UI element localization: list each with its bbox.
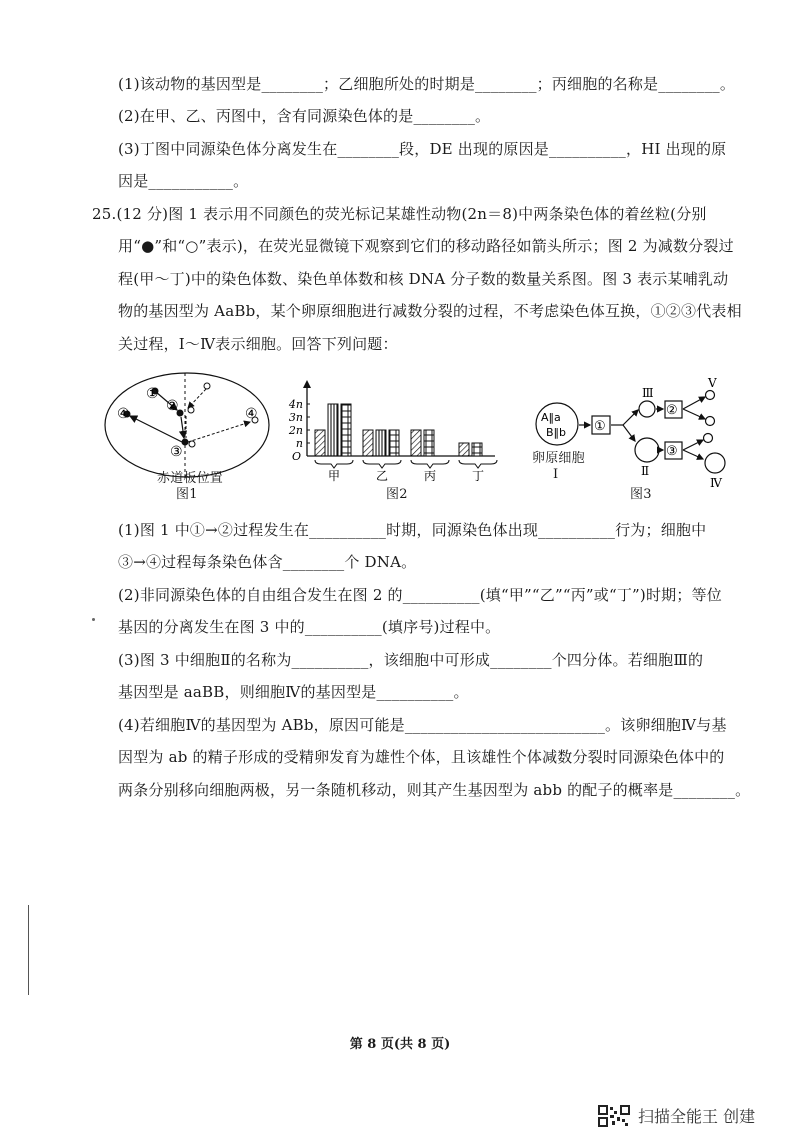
- arrow-to-II: [623, 425, 635, 441]
- bar-甲-染色体数: [315, 430, 325, 456]
- bar-乙-核DNA分子数: [389, 430, 399, 456]
- arrow-to-polar-body-1: [683, 409, 705, 419]
- q25-sub4-line2: 因型为 ab 的精子形成的受精卵发育为雄性个体，且该雄性个体减数分裂时同源染色体中的: [118, 748, 725, 766]
- equator-label: 赤道板位置: [157, 471, 224, 486]
- cell-II-label: Ⅱ: [641, 464, 650, 478]
- q25-sub4-line3: 两条分别移向细胞两极，另一条随机移动，则其产生基因型为 abb 的配子的概率是________。: [118, 781, 751, 799]
- bar-甲-核DNA分子数: [341, 404, 351, 456]
- q25-sub3-line2: 基因型是 aaBB，则细胞Ⅳ的基因型是__________。: [118, 683, 469, 701]
- genes-Bb: B‖b: [546, 426, 567, 439]
- category-label-甲: 甲: [327, 469, 341, 483]
- category-label-丁: 丁: [471, 469, 485, 483]
- label-4-left: ④: [117, 406, 130, 422]
- stray-dot: [92, 618, 95, 621]
- q25-intro-1: 25.(12 分)图 1 表示用不同颜色的荧光标记某雄性动物(2n＝8)中两条染色体的着丝粒(分别: [92, 205, 707, 223]
- process-1-label: ①: [594, 419, 606, 434]
- margin-line: [28, 905, 29, 995]
- q24-line-1: (1)该动物的基因型是________；乙细胞所处的时期是________；丙细胞的名称是________。: [118, 75, 736, 93]
- qr-code-icon: [598, 1105, 630, 1127]
- q25-sub1-line2: ③→④过程每条染色体含________个 DNA。: [118, 553, 417, 571]
- category-label-丙: 丙: [423, 469, 437, 483]
- y-tick-label: 3n: [288, 411, 303, 424]
- q24-line-4: 因是___________。: [118, 172, 249, 190]
- figure-2-caption: 图2: [386, 487, 408, 502]
- y-axis-arrow: [303, 380, 311, 388]
- arrow-to-polar-body-2: [683, 440, 703, 450]
- bar-甲-染色单体数: [328, 404, 338, 456]
- y-tick-label: 4n: [288, 398, 303, 411]
- bar-丁-染色体数: [459, 443, 469, 456]
- oogonium-label: 卵原细胞: [532, 451, 585, 466]
- figure-3: [535, 375, 735, 495]
- bar-丙-核DNA分子数: [424, 430, 434, 456]
- cell-III-label: Ⅲ: [642, 386, 654, 400]
- y-tick-label: n: [295, 437, 303, 450]
- hollow-centromere-3: [189, 441, 195, 447]
- category-brace: [459, 460, 497, 468]
- arrow-to-IV: [683, 450, 703, 459]
- scanner-text: 扫描全能王 创建: [638, 1107, 756, 1126]
- label-1: ①: [146, 386, 159, 402]
- origin-label: O: [291, 450, 301, 463]
- cell-IV: [705, 453, 725, 473]
- polar-body-2: [704, 434, 713, 443]
- label-2: ②: [166, 398, 179, 414]
- q25-sub1-line1: (1)图 1 中①→②过程发生在__________时期，同源染色体出现__________行为；细胞中: [118, 521, 707, 539]
- polar-body-1: [706, 417, 715, 426]
- y-tick-label: 2n: [288, 424, 303, 437]
- cell-II: [635, 438, 659, 462]
- scanner-watermark: [598, 1104, 755, 1127]
- path-hollow-3: [188, 422, 250, 442]
- path-2-3: [181, 417, 184, 438]
- bar-丙-染色体数: [411, 430, 421, 456]
- cell-I-label: Ⅰ: [553, 467, 559, 482]
- label-4-right: ④: [245, 406, 258, 422]
- q25-intro-5: 关过程，Ⅰ～Ⅳ表示细胞。回答下列问题：: [118, 335, 398, 353]
- figure-3-caption: 图3: [630, 487, 652, 502]
- path-3-4-left: [130, 416, 182, 442]
- bar-乙-染色单体数: [376, 430, 386, 456]
- page-footer: 第 8 页(共 8 页): [349, 1037, 451, 1052]
- bar-丁-核DNA分子数: [472, 443, 482, 456]
- arrow-to-V: [683, 397, 705, 409]
- q25-sub2-line1: (2)非同源染色体的自由组合发生在图 2 的__________(填“甲”“乙”“丙”或“丁”)时期；等位: [118, 586, 722, 604]
- cell-V-label: Ⅴ: [708, 376, 717, 390]
- figure-1-caption: 图1: [176, 487, 198, 502]
- hollow-centromere-1: [204, 383, 210, 389]
- q24-line-2: (2)在甲、乙、丙图中，含有同源染色体的是________。: [118, 107, 491, 125]
- cell-V: [706, 391, 715, 400]
- cell-IV-label: Ⅳ: [710, 476, 722, 490]
- q24-line-3: (3)丁图中同源染色体分离发生在________段，DE 出现的原因是__________，HI 出现的原: [118, 140, 727, 158]
- process-2-label: ②: [666, 403, 678, 418]
- process-3-label: ③: [666, 444, 678, 459]
- q25-intro-2: 用“●”和“○”表示)，在荧光显微镜下观察到它们的移动路径如箭头所示；图 2 为减数分裂过: [118, 237, 734, 255]
- bar-乙-染色体数: [363, 430, 373, 456]
- q25-sub2-line2: 基因的分离发生在图 3 中的__________(填序号)过程中。: [118, 618, 501, 636]
- figure-2-chart: [285, 378, 500, 488]
- genes-Aa: A‖a: [541, 411, 561, 424]
- q25-intro-4: 物的基因型为 AaBb，某个卵原细胞进行减数分裂的过程，不考虑染色体互换，①②③代表相: [118, 302, 742, 320]
- cell-III: [639, 401, 655, 417]
- arrow-to-III: [623, 410, 638, 425]
- path-hollow-1: [188, 389, 206, 408]
- q25-sub4-line1: (4)若细胞Ⅳ的基因型为 ABb，原因可能是__________________________。该卵细胞Ⅳ与基: [118, 716, 727, 734]
- label-3: ③: [170, 444, 183, 460]
- category-brace: [363, 460, 401, 468]
- hollow-centromere-2: [188, 407, 194, 413]
- category-brace: [315, 460, 353, 468]
- cell-outline: [105, 373, 269, 477]
- q25-sub3-line1: (3)图 3 中细胞Ⅱ的名称为__________，该细胞中可形成________个四分体。若细胞Ⅲ的: [118, 651, 704, 669]
- q25-intro-3: 程(甲～丁)中的染色体数、染色单体数和核 DNA 分子数的数量关系图。图 3 表示某哺乳动: [118, 270, 729, 288]
- category-brace: [411, 460, 449, 468]
- category-label-乙: 乙: [375, 469, 389, 483]
